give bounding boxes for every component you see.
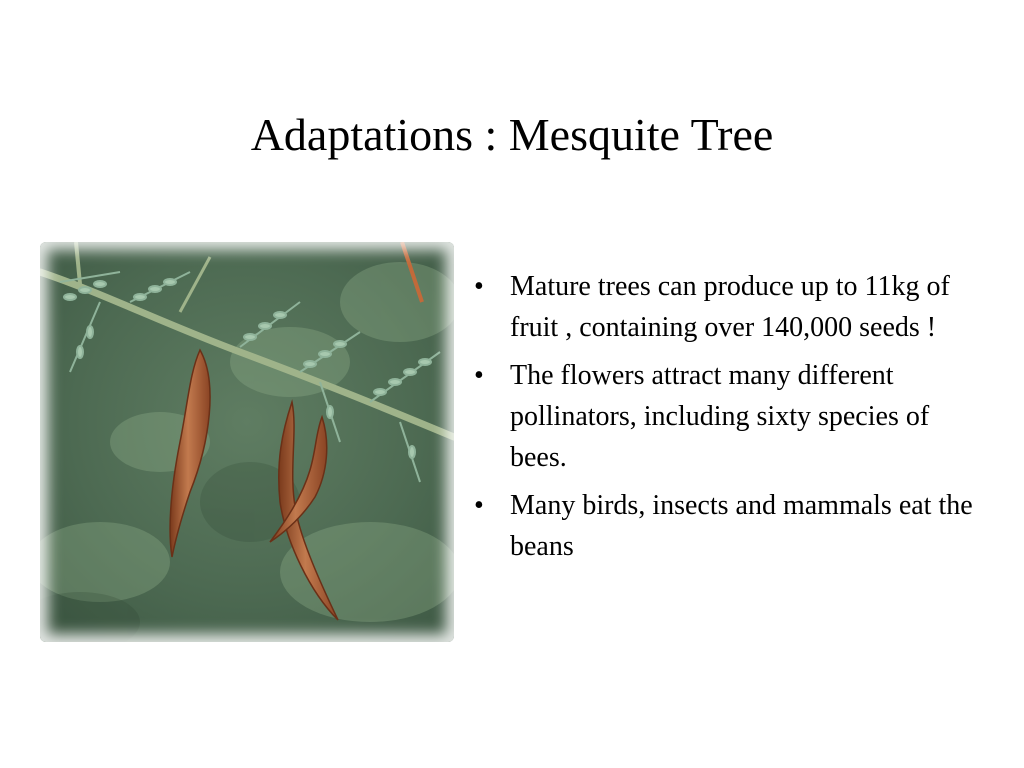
- bullet-marker: •: [474, 360, 484, 391]
- bullet-item: [470, 355, 990, 478]
- bullet-text: Mature trees can produce up to 11kg of fruit , containing over 140,000 seeds !: [510, 271, 950, 343]
- bullet-item: [470, 485, 990, 567]
- bullet-list: [470, 266, 990, 574]
- mesquite-pods-illustration: [40, 242, 454, 642]
- slide-title: Adaptations : Mesquite Tree: [250, 109, 774, 160]
- bullet-marker: •: [474, 271, 484, 302]
- mesquite-pods-photo: [40, 242, 454, 642]
- bullet-text: The flowers attract many different pollinators, including sixty species of bees.: [510, 360, 930, 473]
- bullet-marker: •: [474, 490, 484, 521]
- bullet-text: Many birds, insects and mammals eat the beans: [510, 490, 973, 562]
- bullet-item: [470, 266, 990, 348]
